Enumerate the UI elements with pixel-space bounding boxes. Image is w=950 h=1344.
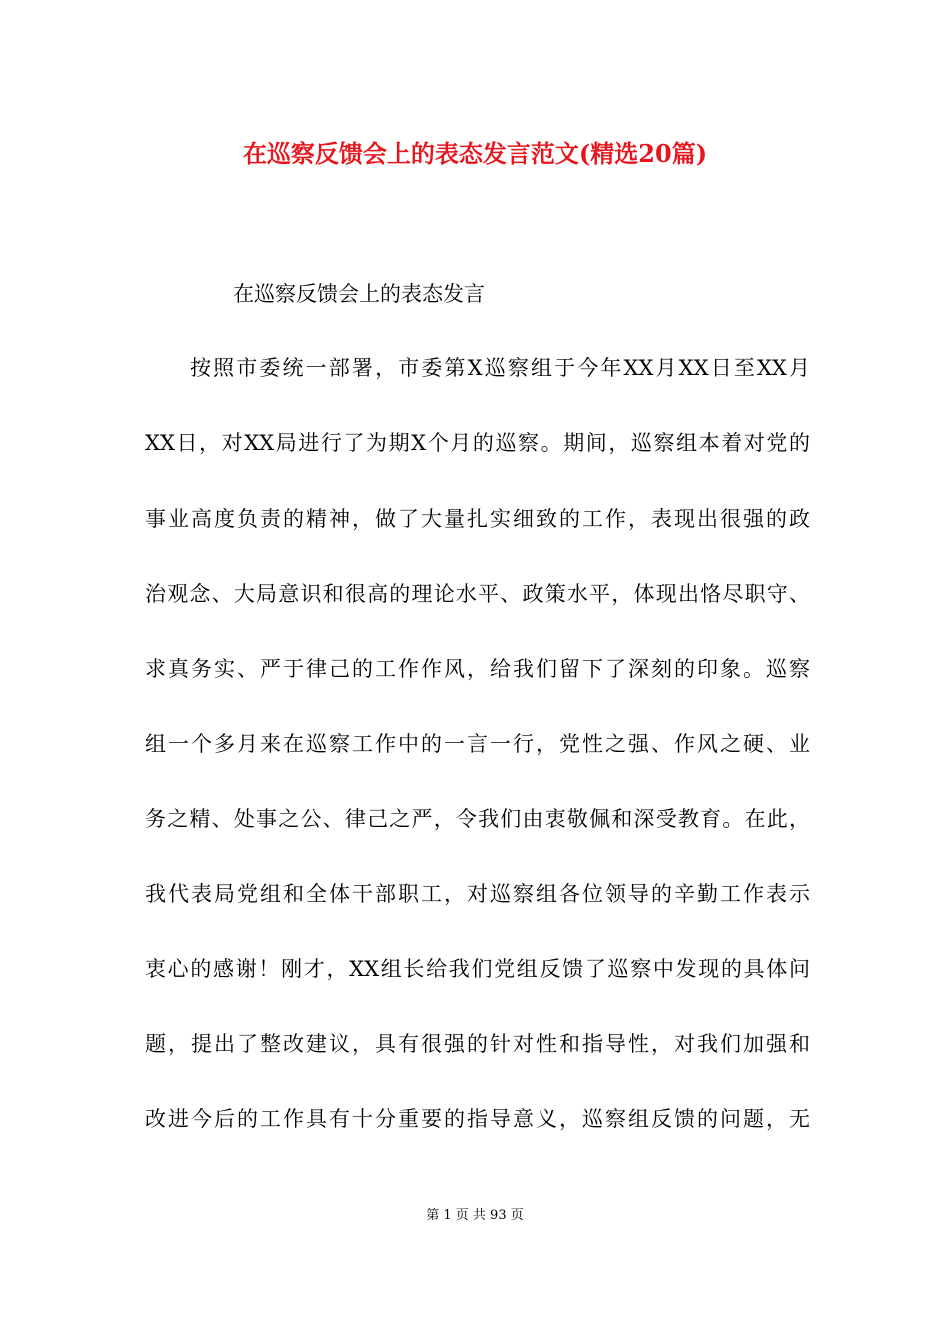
page-number-footer: 第 1 页 共 93 页 bbox=[426, 1208, 524, 1223]
body-line-2: XX日，对XX局进行了为期X个月的巡察。期间，巡察组本着对党的 bbox=[145, 431, 810, 455]
body-line-9: 衷心的感谢！刚才，XX组长给我们党组反馈了巡察中发现的具体问 bbox=[145, 957, 810, 981]
body-line-10: 题，提出了整改建议，具有很强的针对性和指导性，对我们加强和 bbox=[145, 1032, 810, 1056]
body-line-8: 我代表局党组和全体干部职工，对巡察组各位领导的辛勤工作表示 bbox=[145, 882, 810, 906]
body-line-7: 务之精、处事之公、律己之严，令我们由衷敬佩和深受教育。在此， bbox=[145, 807, 810, 831]
body-line-1: 按照市委统一部署，市委第X巡察组于今年XX月XX日至XX月 bbox=[190, 356, 810, 380]
body-line-3: 事业高度负责的精神，做了大量扎实细致的工作，表现出很强的政 bbox=[145, 507, 810, 531]
body-line-4: 治观念、大局意识和很高的理论水平、政策水平，体现出恪尽职守、 bbox=[145, 582, 810, 606]
document-title: 在巡察反馈会上的表态发言范文(精选20篇) bbox=[242, 139, 708, 168]
body-line-5: 求真务实、严于律己的工作作风，给我们留下了深刻的印象。巡察 bbox=[145, 657, 810, 681]
body-line-6: 组一个多月来在巡察工作中的一言一行，党性之强、作风之硬、业 bbox=[145, 732, 810, 756]
section-heading: 在巡察反馈会上的表态发言 bbox=[233, 282, 485, 306]
body-line-11: 改进今后的工作具有十分重要的指导意义，巡察组反馈的问题，无 bbox=[145, 1107, 810, 1131]
